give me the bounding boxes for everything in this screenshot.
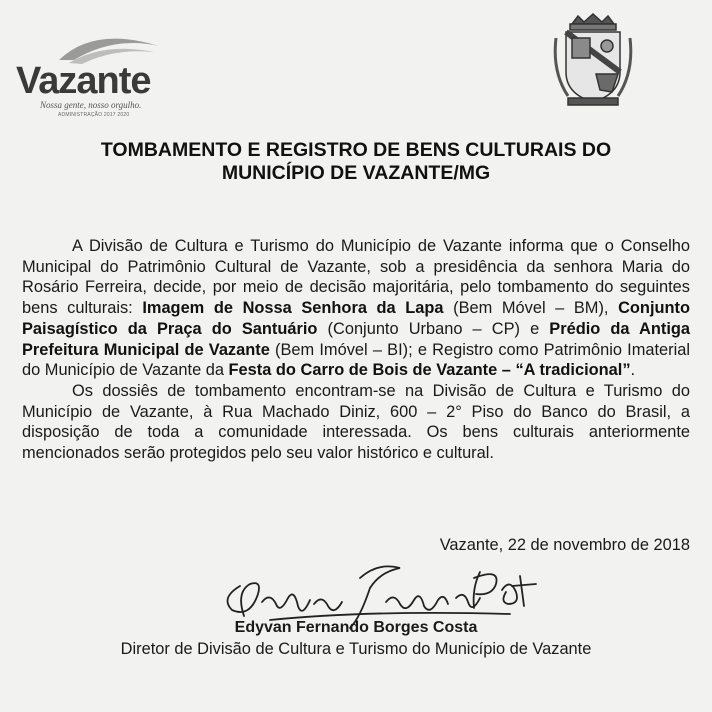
paragraph-1-intro: A Divisão de Cultura e Turismo do Município de Vazante informa que o Conselho Municipal do Patrimônio Cultural de Vazante, sob a presidência da senhora Maria do Rosário Ferreira, decide, por meio de decisão majoritária, pelo tombamento do seguintes bens culturais: bbox=[22, 237, 690, 318]
logo-admin-text: ADMINISTRAÇÃO 2017 2020 bbox=[58, 112, 130, 118]
paragraph-1-end: . bbox=[630, 361, 636, 380]
heritage-item-4: Festa do Carro de Bois de Vazante – “A tradicional” bbox=[228, 361, 631, 380]
heritage-item-1: Imagem de Nossa Senhora da Lapa bbox=[142, 299, 444, 318]
logo-slogan: Nossa gente, nosso orgulho. bbox=[40, 100, 142, 110]
vazante-logo bbox=[14, 30, 174, 122]
document-date: Vazante, 22 de novembro de 2018 bbox=[439, 536, 690, 554]
coat-of-arms-icon bbox=[552, 12, 634, 108]
document-title bbox=[40, 139, 672, 185]
signer-title: Diretor de Divisão de Cultura e Turismo do Município de Vazante bbox=[120, 640, 592, 658]
title-line-2: MUNICÍPIO DE VAZANTE/MG bbox=[221, 162, 491, 184]
logo-wordmark: Vazante bbox=[16, 60, 151, 102]
paragraph-2: Os dossiês de tombamento encontram-se na Divisão de Cultura e Turismo do Município de Vazante, à Rua Machado Diniz, 600 – 2° Piso do Banco do Brasil, a disposição de toda a comunidade interessada. Os bens culturais anteriormente mencionados serão protegidos pelo seu valor histórico e cultural. bbox=[22, 381, 690, 463]
signer-name: Edyvan Fernando Borges Costa bbox=[234, 619, 478, 636]
paragraph-1 bbox=[22, 236, 690, 381]
body-text bbox=[22, 236, 690, 464]
heritage-item-3: Prédio da Antiga Prefeitura Municipal de Vazante bbox=[22, 319, 690, 359]
title-line-1: TOMBAMENTO E REGISTRO DE BENS CULTURAIS DO bbox=[100, 139, 612, 161]
heritage-item-1-type: (Bem Móvel – BM), bbox=[443, 299, 619, 318]
heritage-item-2-type: (Conjunto Urbano – CP) e bbox=[317, 319, 550, 338]
heritage-item-2: Conjunto Paisagístico da Praça do Santuário bbox=[22, 299, 690, 338]
heritage-item-3-type: (Bem Imóvel – BI); e Registro como Patrimônio Imaterial do Município de Vazante da bbox=[22, 340, 690, 380]
